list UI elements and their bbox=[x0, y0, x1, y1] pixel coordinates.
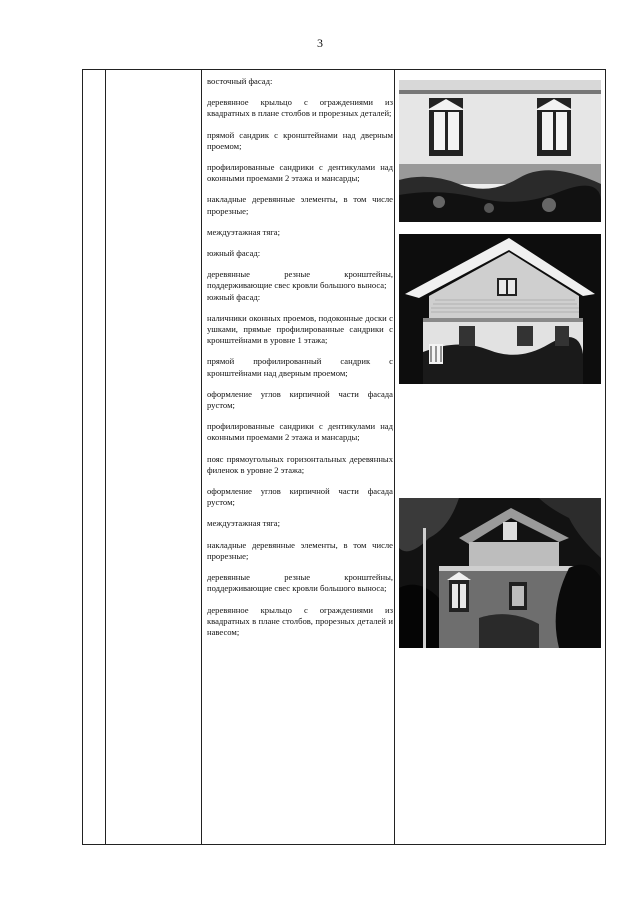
list-item: профилированные сандрики с дентикулами над оконными проемами 2 этажа и мансарды; bbox=[207, 421, 393, 443]
list-item: восточный фасад: bbox=[207, 76, 273, 86]
east-facade-photo bbox=[399, 80, 601, 222]
page-number: 3 bbox=[317, 36, 323, 50]
heritage-elements-table bbox=[82, 69, 606, 845]
list-item: междуэтажная тяга; bbox=[207, 518, 280, 529]
column-divider bbox=[201, 70, 202, 844]
list-item: накладные деревянные элементы, в том числе прорезные; bbox=[207, 539, 393, 561]
list-item: деревянные резные кронштейны, поддерживающие свес кровли большого выноса; bbox=[207, 269, 393, 291]
list-item: оформление углов кирпичной части фасада рустом; bbox=[207, 388, 393, 411]
facade-trees-photo bbox=[399, 498, 601, 648]
list-item: накладные деревянные элементы, в том числе прорезные; bbox=[207, 194, 393, 216]
list-item: профилированные сандрики с дентикулами над оконными проемами 2 этажа и мансарды; bbox=[207, 162, 393, 184]
east-facade-image bbox=[399, 80, 601, 222]
list-item: оформление углов кирпичной части фасада рустом; bbox=[207, 486, 393, 508]
list-item: прямой сандрик с кронштейнами над дверным проемом; bbox=[207, 129, 393, 151]
list-item: южный фасад: bbox=[207, 248, 261, 259]
list-item: деревянное крыльцо с ограждениями из квадратных в плане столбов и прорезных деталей; bbox=[207, 97, 393, 119]
south-facade-photo bbox=[399, 234, 601, 384]
column-divider bbox=[394, 70, 395, 844]
list-item: южный фасад: bbox=[207, 291, 261, 302]
list-item: междуэтажная тяга; bbox=[207, 226, 280, 237]
list-item: деревянные резные кронштейны, поддерживающие свес кровли большого выноса; bbox=[207, 572, 393, 594]
south-facade-image bbox=[399, 234, 601, 384]
list-item: деревянное крыльцо с ограждениями из квадратных в плане столбов, прорезных деталей и навесом; bbox=[207, 604, 393, 637]
elements-list bbox=[207, 76, 393, 648]
list-item: наличники оконных проемов, подоконные доски с ушками, прямые профилированные сандрики с кронштейнами в уровне 1 этажа; bbox=[207, 312, 393, 346]
facade-trees-image bbox=[399, 498, 601, 648]
list-item: пояс прямоугольных горизонтальных деревянных филенок в уровне 2 этажа; bbox=[207, 453, 393, 475]
column-divider bbox=[105, 70, 106, 844]
list-item: прямой профилированный сандрик с кронштейнами над дверным проемом; bbox=[207, 356, 393, 378]
